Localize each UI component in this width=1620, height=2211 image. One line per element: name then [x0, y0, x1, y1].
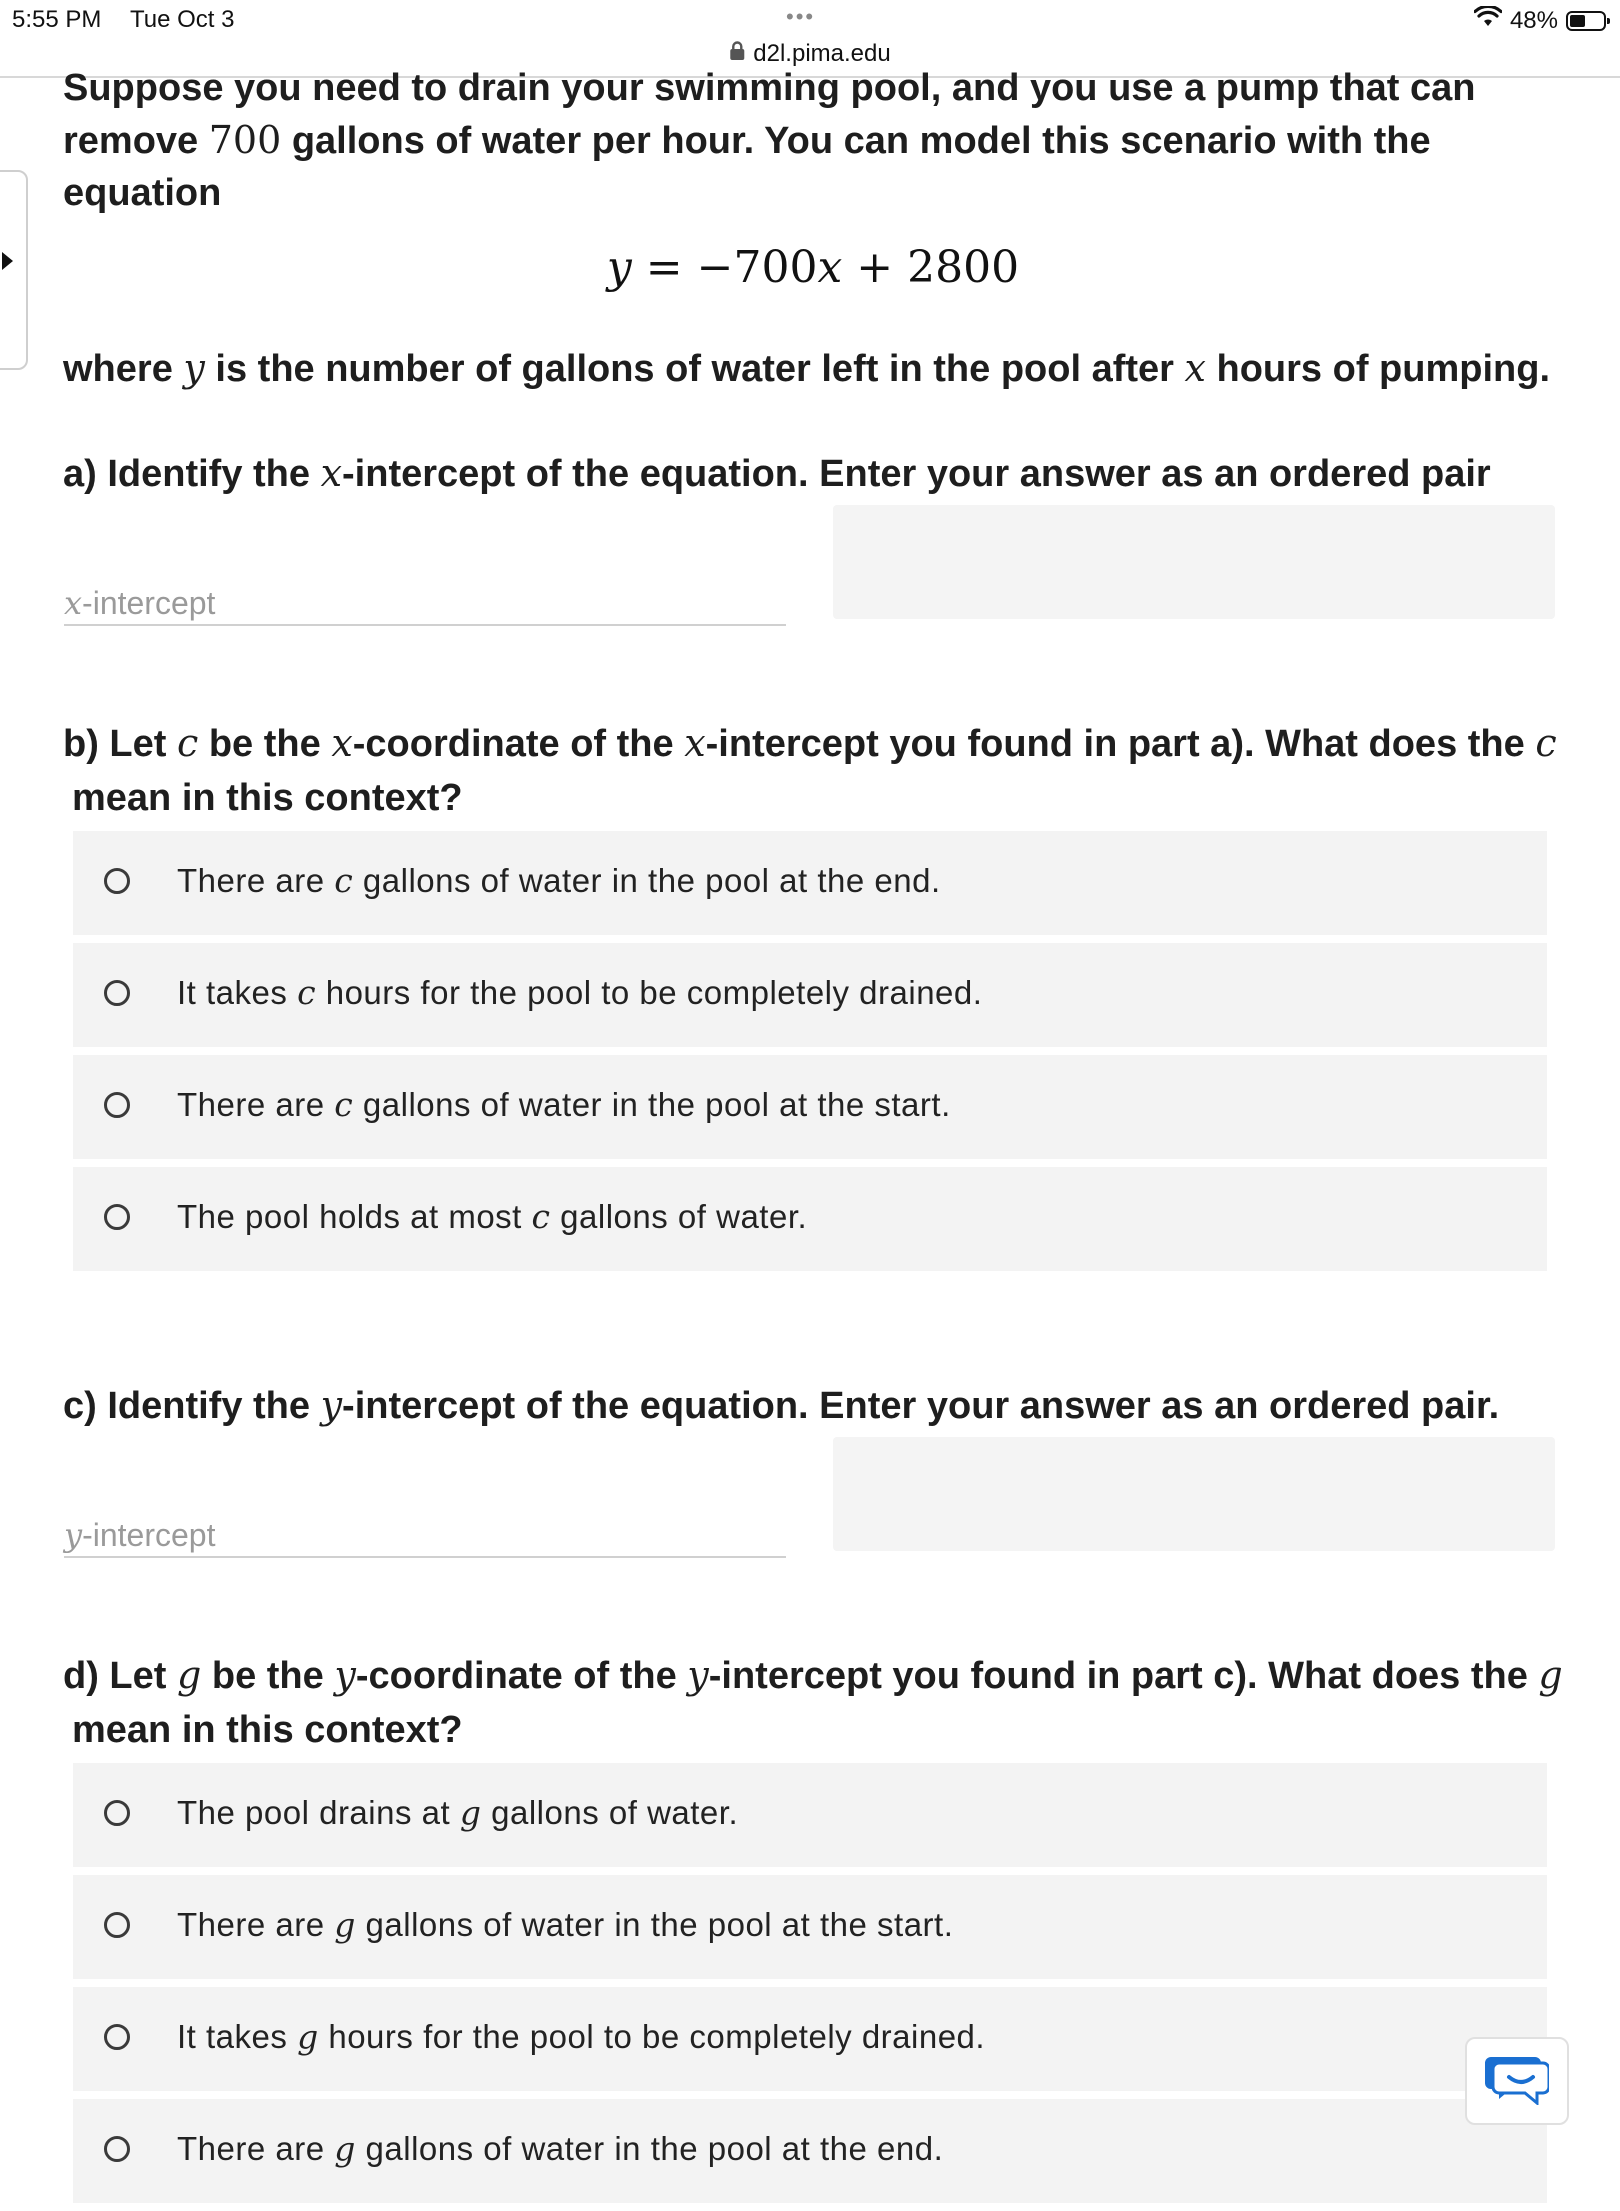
radio-button[interactable] [104, 1092, 130, 1118]
radio-button[interactable] [104, 2136, 130, 2162]
equation: y = −700x + 2800 [606, 242, 1020, 293]
battery-percent: 48% [1509, 6, 1558, 34]
status-date: Tue Oct 3 [130, 6, 235, 33]
part-b-option[interactable]: There are c gallons of water in the pool at the end. [73, 831, 1547, 935]
y-intercept-input[interactable] [64, 1508, 786, 1558]
url-domain: d2l.pima.edu [753, 40, 891, 67]
chat-button[interactable] [1465, 2037, 1569, 2125]
part-c-question: c) Identify the y-intercept of the equation. Enter your answer as an ordered pair. [63, 1383, 1500, 1427]
radio-button[interactable] [104, 1800, 130, 1826]
part-b-option[interactable]: The pool holds at most c gallons of water. [73, 1167, 1547, 1271]
status-indicators [1474, 6, 1606, 35]
intro-rate-number: 700 [208, 118, 282, 162]
status-bar [0, 0, 1620, 40]
x-intercept-answer-box [833, 505, 1555, 619]
radio-button[interactable] [104, 1912, 130, 1938]
sidebar-toggle-tab[interactable] [0, 170, 28, 370]
part-d-option[interactable]: It takes g hours for the pool to be completely drained. [73, 1987, 1547, 2091]
radio-button[interactable] [104, 868, 130, 894]
x-intercept-input[interactable] [64, 576, 786, 626]
part-b-options [73, 831, 1547, 1279]
part-d-question: d) Let g be the y-coordinate of the y-intercept you found in part c). What does the g mean in this context? [63, 1653, 1563, 1751]
chat-bubble-icon [1485, 2053, 1549, 2110]
radio-button[interactable] [104, 1204, 130, 1230]
x-intercept-placeholder: x-intercept [64, 584, 216, 622]
part-a-question: a) Identify the x-intercept of the equation. Enter your answer as an ordered pair [63, 451, 1491, 495]
expand-arrow-icon[interactable] [2, 252, 13, 270]
part-d-option[interactable]: There are g gallons of water in the pool at the start. [73, 1875, 1547, 1979]
part-d-options [73, 1763, 1547, 2211]
wifi-icon [1474, 6, 1502, 35]
variable-definition: where y is the number of gallons of water left in the pool after x hours of pumping. [63, 346, 1550, 390]
battery-icon [1566, 11, 1606, 31]
battery-level [1570, 15, 1585, 27]
part-d-option[interactable]: The pool drains at g gallons of water. [73, 1763, 1547, 1867]
part-d-option[interactable]: There are g gallons of water in the pool at the end. [73, 2099, 1547, 2203]
y-intercept-placeholder: y-intercept [64, 1516, 216, 1554]
y-intercept-answer-box [833, 1437, 1555, 1551]
multitasking-dots[interactable]: ••• [786, 4, 816, 29]
problem-intro: Suppose you need to drain your swimming pool, and you use a pump that can remove 700 gallons of water per hour. You can model this scenario with the equation [63, 67, 1476, 214]
radio-button[interactable] [104, 980, 130, 1006]
status-time: 5:55 PM [12, 6, 102, 33]
part-b-question: b) Let c be the x-coordinate of the x-intercept you found in part a). What does the c mean in this context? [63, 721, 1557, 819]
part-b-option[interactable]: There are c gallons of water in the pool at the start. [73, 1055, 1547, 1159]
part-b-option[interactable]: It takes c hours for the pool to be completely drained. [73, 943, 1547, 1047]
radio-button[interactable] [104, 2024, 130, 2050]
